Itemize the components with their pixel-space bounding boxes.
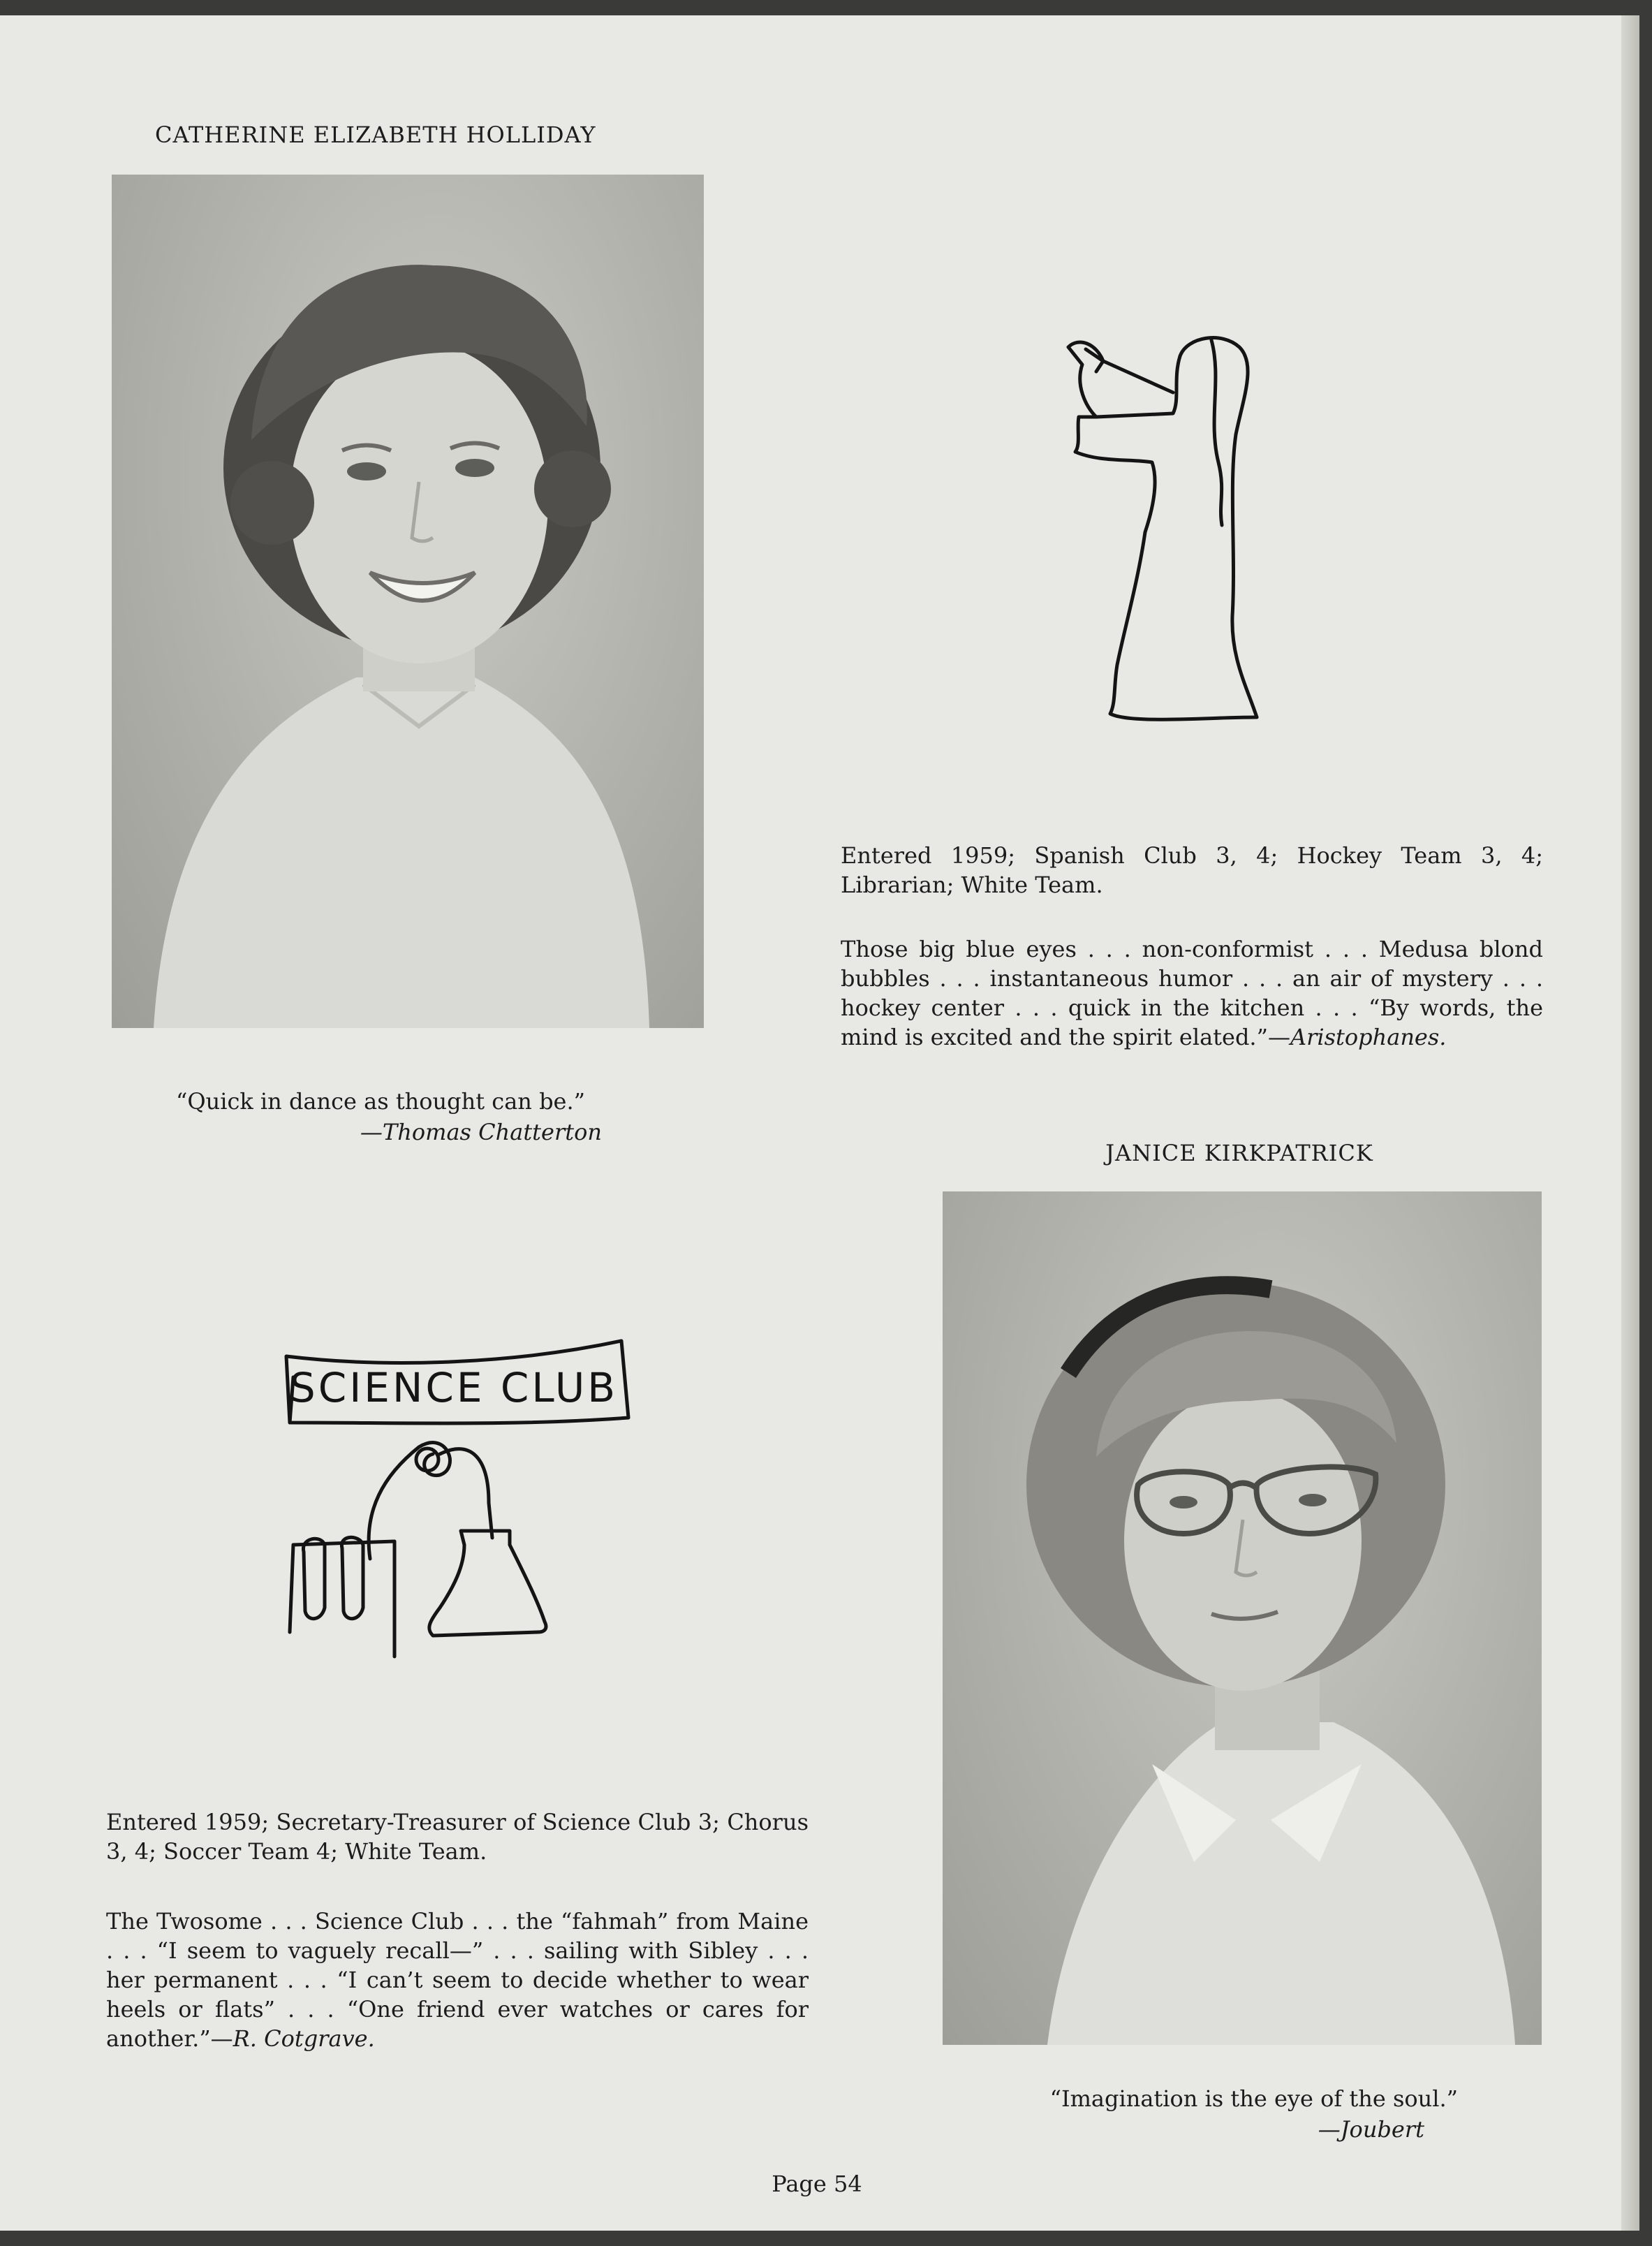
student1-figure-drawing: [1047, 323, 1285, 742]
page-spine: [1621, 15, 1639, 2231]
student2-quote-author: —Joubert: [1318, 2116, 1424, 2143]
student2-description-main: The Twosome . . . Science Club . . . the “fahmah” from Maine . . . “I seem to vaguely recall—” . . . sailing with Sibley . . . her permanent . . . “I can’t seem to decide whether to wear heels or flats” . . . “One friend ever watches or cares for another.”—: [106, 1908, 809, 2052]
student1-description-main: Those big blue eyes . . . non-conformist . . . Medusa blond bubbles . . . instantaneous humor . . . an air of mystery . . . hockey center . . . quick in the kitchen . . . “By words, the mind is excited and the spirit elated.”—: [841, 936, 1543, 1050]
student2-description: [106, 1907, 809, 2053]
page-number: Page 54: [772, 2171, 862, 2197]
science-club-banner-text: SCIENCE CLUB: [289, 1364, 619, 1411]
student2-activities: Entered 1959; Secretary-Treasurer of Science Club 3; Chorus 3, 4; Soccer Team 4; White Team.: [106, 1809, 809, 1865]
student1-quote: “Quick in dance as thought can be.”: [176, 1088, 586, 1115]
student1-description: [841, 934, 1543, 1052]
student1-activities: Entered 1959; Spanish Club 3, 4; Hockey Team 3, 4; Librarian; White Team.: [841, 842, 1543, 898]
student2-quote: “Imagination is the eye of the soul.”: [1049, 2085, 1458, 2112]
student2-portrait-photo: [943, 1191, 1542, 2045]
student1-portrait-photo: [112, 175, 704, 1028]
student1-quote-author: —Thomas Chatterton: [360, 1119, 602, 1145]
student2-name: JANICE KIRKPATRICK: [1105, 1140, 1373, 1166]
student2-science-club-drawing: [279, 1335, 642, 1684]
student1-name: CATHERINE ELIZABETH HOLLIDAY: [155, 122, 596, 148]
student2-description-author: R. Cotgrave.: [233, 2025, 375, 2052]
yearbook-page: [0, 15, 1639, 2231]
student1-description-author: Aristophanes.: [1290, 1024, 1447, 1050]
